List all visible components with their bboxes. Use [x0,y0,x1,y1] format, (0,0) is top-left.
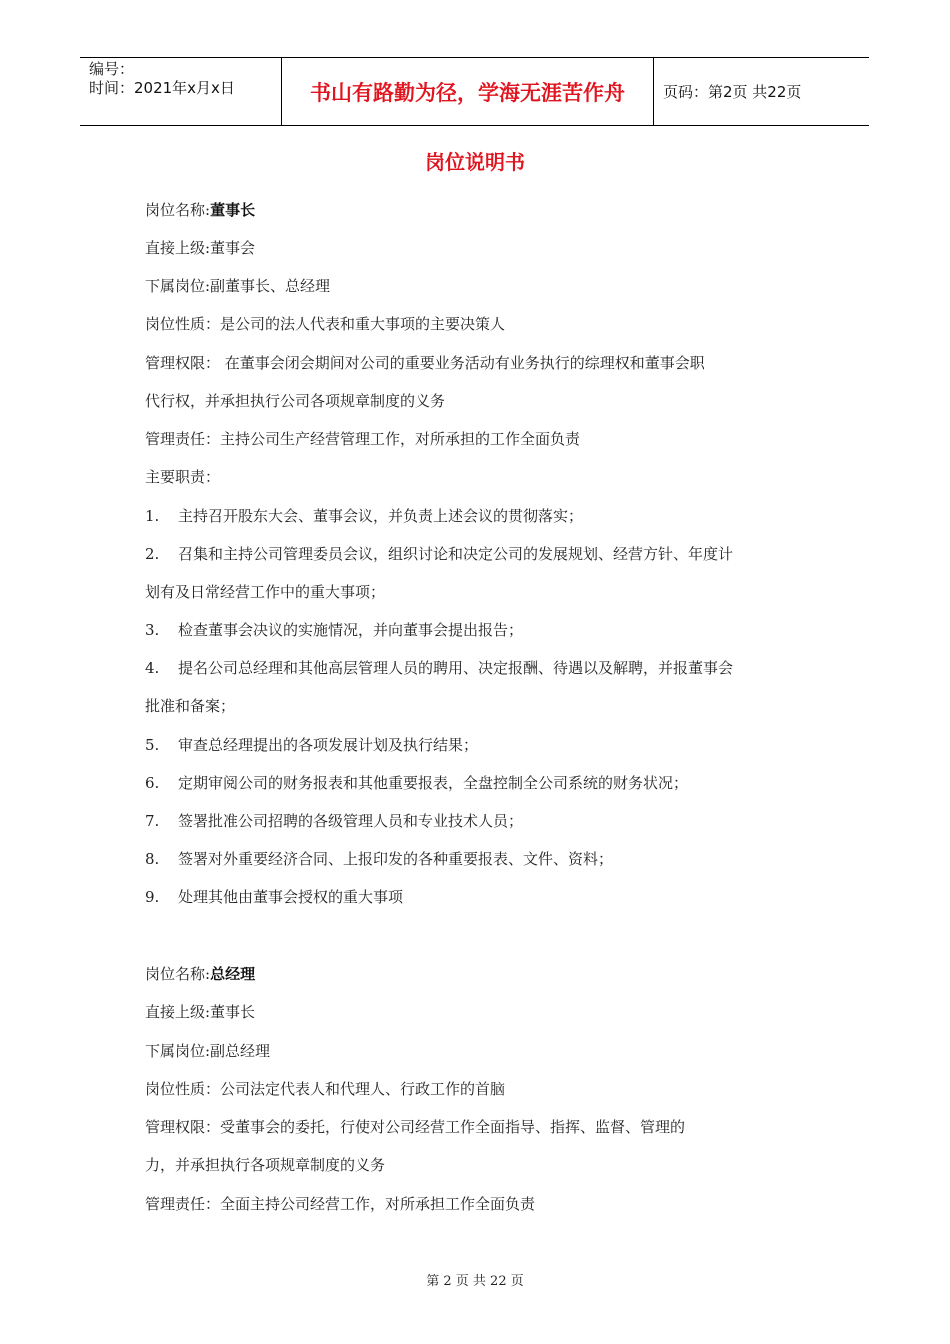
s1-responsibility: 管理责任：主持公司生产经营管理工作，对所承担的工作全面负责 [145,430,581,448]
s2-superior: 直接上级:董事长 [145,1003,256,1021]
duty-item-5: 5. 审查总经理提出的各项发展计划及执行结果； [145,736,479,754]
header-info [80,58,281,125]
s2-authority-line1: 管理权限：受董事会的委托，行使对公司经营工作全面指导、指挥、监督、管理的 [145,1118,686,1136]
document-title: 岗位说明书 [425,150,525,174]
s2-position-name: 岗位名称:总经理 [145,965,256,983]
page-header [80,57,869,126]
duty-item-2: 2. 召集和主持公司管理委员会议，组织讨论和决定公司的发展规划、经营方针、年度计 [145,545,734,563]
s1-authority-line2: 代行权，并承担执行公司各项规章制度的义务 [145,392,446,410]
s2-nature: 岗位性质：公司法定代表人和代理人、行政工作的首脑 [145,1080,506,1098]
duty-item-6: 6. 定期审阅公司的财务报表和其他重要报表，全盘控制全公司系统的财务状况； [145,774,689,792]
s2-authority-line2: 力，并承担执行各项规章制度的义务 [145,1156,386,1174]
s2-responsibility: 管理责任：全面主持公司经营工作，对所承担工作全面负责 [145,1195,536,1213]
s1-authority-line1: 管理权限： 在董事会闭会期间对公司的重要业务活动有业务执行的综理权和董事会职 [145,354,705,372]
s2-subordinates: 下属岗位:副总经理 [145,1042,271,1060]
doc-time: 时间：2021年x月x日 [89,79,235,97]
duty-item-7: 7. 签署批准公司招聘的各级管理人员和专业技术人员； [145,812,524,830]
s2-position-value: 总经理 [210,965,256,983]
header-motto: 书山有路勤为径，学海无涯苦作舟 [310,80,625,105]
doc-number-label: 编号： [89,60,135,78]
duty-item-3: 3. 检查董事会决议的实施情况，并向董事会提出报告； [145,621,524,639]
duty-item-2-cont: 划有及日常经营工作中的重大事项； [145,583,386,601]
s1-position-name: 岗位名称:董事长 [145,201,256,219]
page-footer: 第 2 页 共 22 页 [426,1274,524,1289]
s1-subordinates: 下属岗位:副董事长、总经理 [145,277,331,295]
s1-duties-label: 主要职责： [145,468,221,486]
header-motto-cell [281,58,654,125]
duty-item-4-cont: 批准和备案； [145,697,236,715]
duty-item-4: 4. 提名公司总经理和其他高层管理人员的聘用、决定报酬、待遇以及解聘，并报董事会 [145,659,734,677]
duty-item-8: 8. 签署对外重要经济合同、上报印发的各种重要报表、文件、资料； [145,850,614,868]
s1-nature: 岗位性质：是公司的法人代表和重大事项的主要决策人 [145,315,506,333]
s1-position-value: 董事长 [210,201,256,219]
s1-superior: 直接上级:董事会 [145,239,256,257]
duty-item-1: 1. 主持召开股东大会、董事会议，并负责上述会议的贯彻落实； [145,507,584,525]
duty-item-9: 9. 处理其他由董事会授权的重大事项 [145,888,404,906]
header-page-info: 页码：第2页 共22页 [663,83,802,101]
